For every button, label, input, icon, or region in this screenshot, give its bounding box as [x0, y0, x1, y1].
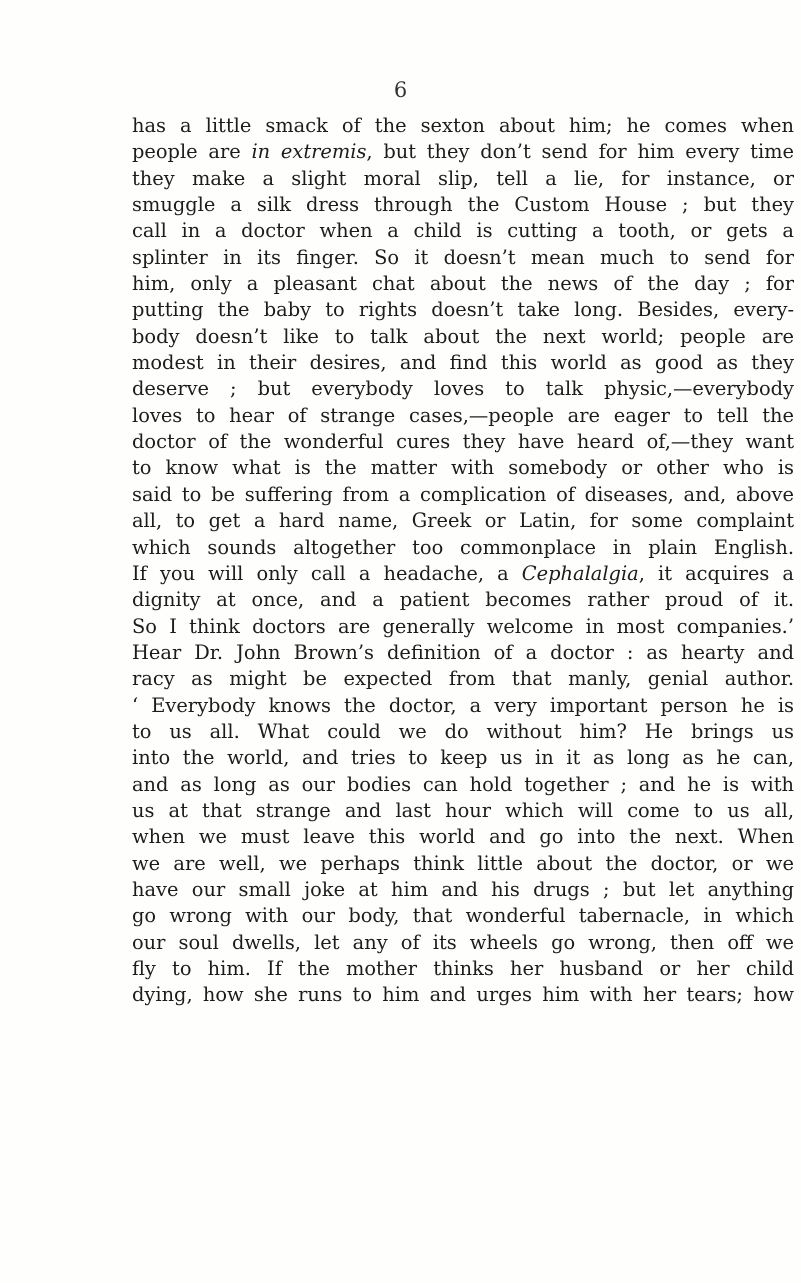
- text-line: all, to get a hard name, Greek or Latin, for some complaint: [132, 509, 794, 533]
- text-line: which sounds altogether too commonplace in plain English.: [132, 535, 794, 559]
- text-line: people are in extremis, but they don’t send for him every time: [132, 140, 794, 164]
- text-line: If you will only call a headache, a Cephalalgia, it acquires a: [132, 561, 794, 585]
- text-line: fly to him. If the mother thinks her husband or her child: [132, 957, 794, 980]
- text-line: to us all. What could we do without him? He brings us: [132, 719, 794, 743]
- text-line: modest in their desires, and find this world as good as they: [132, 351, 794, 375]
- text-line: said to be suffering from a complication of diseases, and, above: [132, 482, 794, 506]
- text-line: go wrong with our body, that wonderful tabernacle, in which: [132, 904, 794, 928]
- text-line: call in a doctor when a child is cutting a tooth, or gets a: [132, 219, 794, 243]
- text-line: have our small joke at him and his drugs ; but let anything: [132, 877, 794, 901]
- text-line: splinter in its finger. So it doesn’t mean much to send for: [132, 245, 794, 269]
- text-line: we are well, we perhaps think little about the doctor, or we: [132, 851, 794, 875]
- text-line: into the world, and tries to keep us in it as long as he can,: [132, 746, 794, 770]
- text-line: and as long as our bodies can hold together ; and he is with: [132, 772, 794, 796]
- text-line: putting the baby to rights doesn’t take long. Besides, every-: [132, 298, 794, 322]
- text-line: body doesn’t like to talk about the next world; people are: [132, 324, 794, 348]
- page-number: 6: [393, 78, 408, 102]
- text-line: dying, how she runs to him and urges him with her tears; how: [132, 983, 794, 1007]
- text-line: our soul dwells, let any of its wheels go wrong, then off we: [132, 930, 794, 954]
- body-text: [132, 113, 794, 1009]
- text-line: racy as might be expected from that manly, genial author.: [132, 667, 794, 691]
- text-line: they make a slight moral slip, tell a lie, for instance, or: [132, 166, 794, 190]
- italic-phrase: Cephalalgia: [521, 561, 639, 585]
- italic-phrase: in extremis: [251, 140, 367, 164]
- text-line: Hear Dr. John Brown’s definition of a doctor : as hearty and: [132, 640, 794, 664]
- text-line: when we must leave this world and go into the next. When: [132, 825, 794, 849]
- text-line: him, only a pleasant chat about the news of the day ; for: [132, 272, 794, 296]
- text-line: smuggle a silk dress through the Custom House ; but they: [132, 193, 794, 217]
- text-line: ‘ Everybody knows the doctor, a very important person he is: [132, 693, 794, 717]
- text-line: to know what is the matter with somebody or other who is: [132, 456, 794, 480]
- text-line: loves to hear of strange cases,—people are eager to tell the: [132, 403, 794, 427]
- text-line: doctor of the wonderful cures they have heard of,—they want: [132, 430, 794, 454]
- text-line: So I think doctors are generally welcome in most companies.’: [132, 614, 794, 638]
- text-line: has a little smack of the sexton about him; he comes when: [132, 114, 794, 137]
- text-line: us at that strange and last hour which will come to us all,: [132, 798, 794, 822]
- text-line: deserve ; but everybody loves to talk physic,—everybody: [132, 377, 794, 401]
- text-line: dignity at once, and a patient becomes rather proud of it.: [132, 588, 794, 612]
